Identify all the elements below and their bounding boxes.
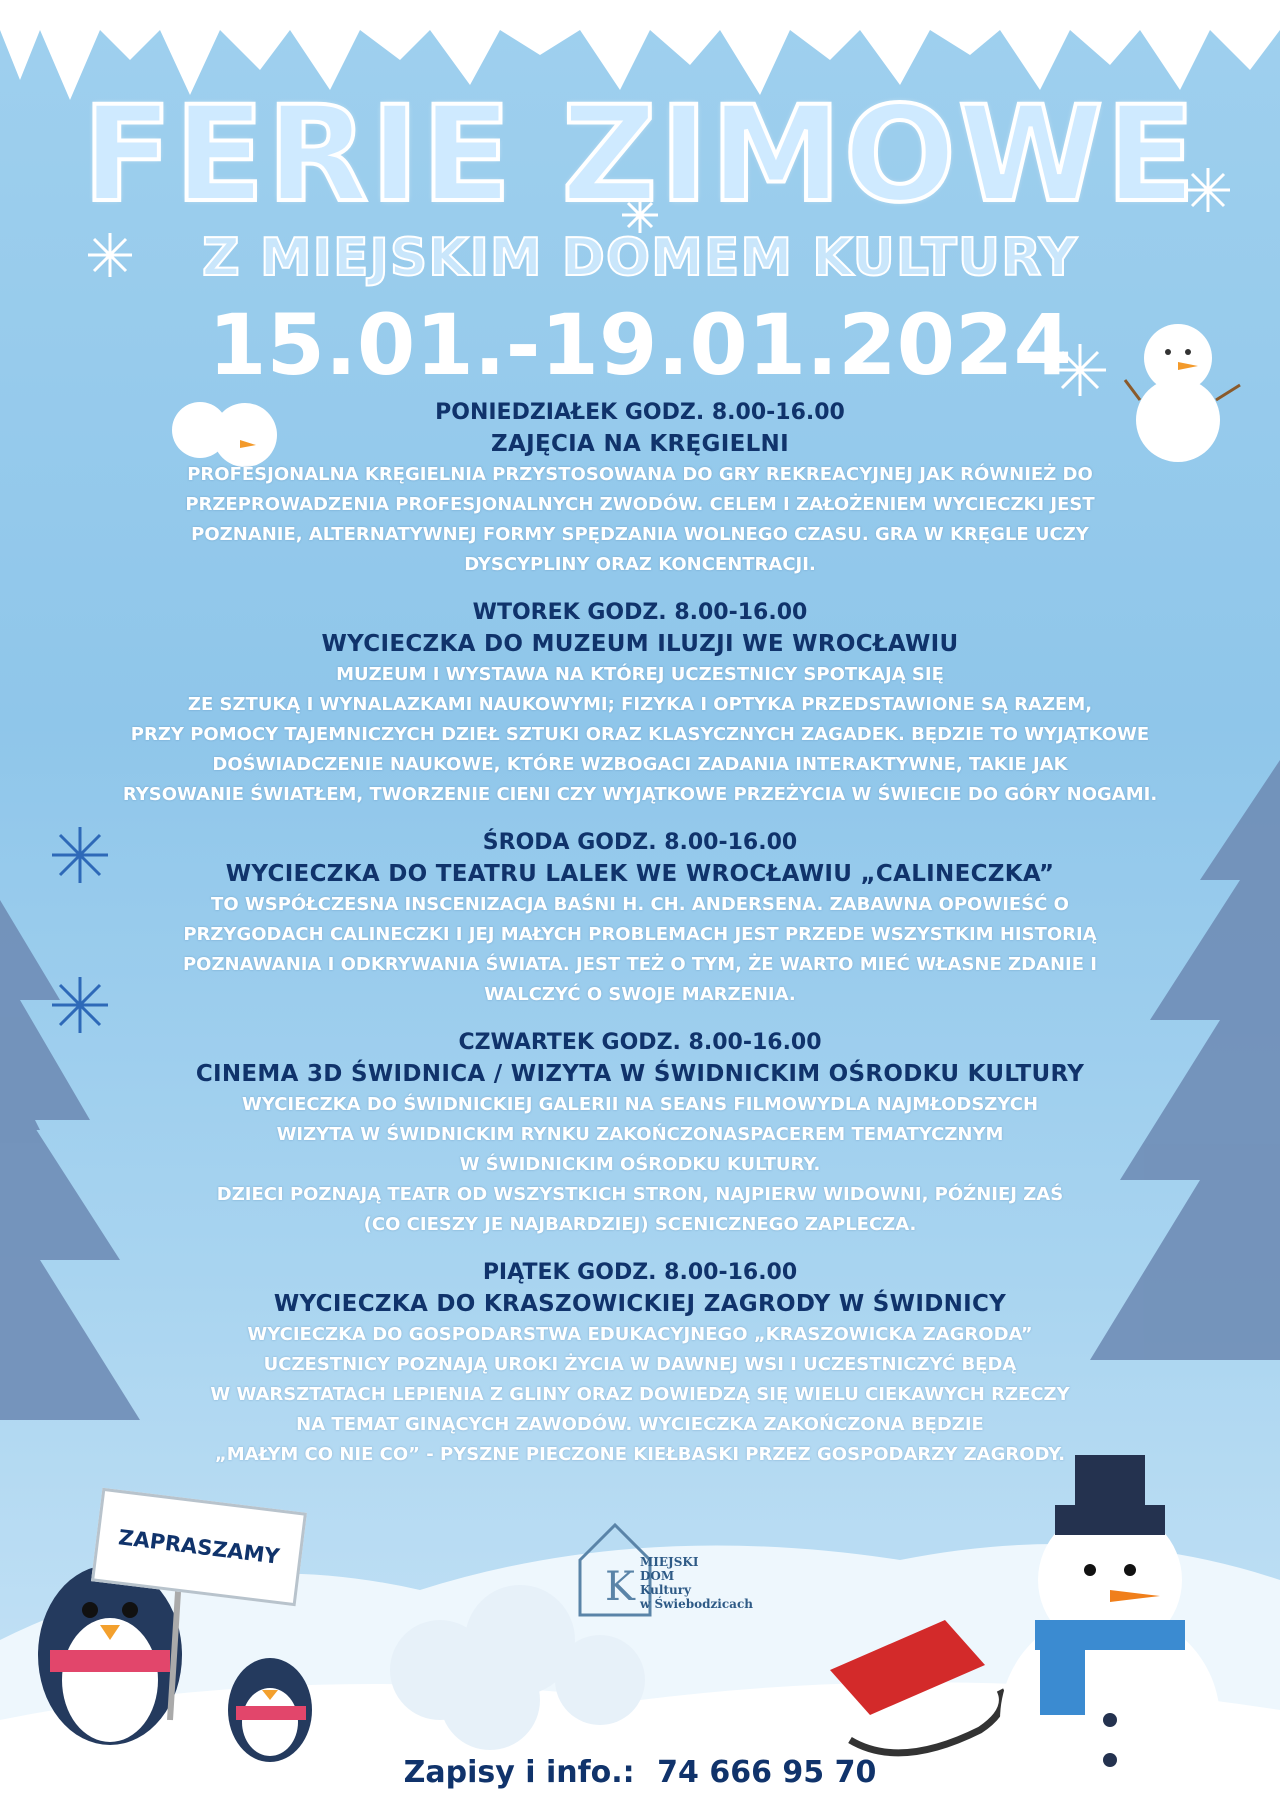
penguin-small (228, 1658, 312, 1762)
desc-line: TO WSPÓŁCZESNA INSCENIZACJA BAŚNI H. CH. ANDERSENA. ZABAWNA OPOWIEŚĆ O (211, 894, 1069, 915)
contact-footer (0, 1755, 1280, 1790)
day-description (40, 1320, 1240, 1470)
day-heading: WTOREK GODZ. 8.00-16.00 (472, 600, 808, 625)
desc-line: WYCIECZKA DO GOSPODARSTWA EDUKACYJNEGO „KRASZOWICKA ZAGRODA” (247, 1324, 1033, 1345)
day-heading: ŚRODA GODZ. 8.00-16.00 (482, 830, 798, 855)
logo-line: w Świebodzicach (640, 1597, 753, 1611)
day-description (40, 660, 1240, 810)
desc-line: POZNANIE, ALTERNATYWNEJ FORMY SPĘDZANIA WOLNEGO CZASU. GRA W KRĘGLE UCZY (191, 524, 1089, 545)
desc-line: W ŚWIDNICKIM OŚRODKU KULTURY. (459, 1154, 821, 1175)
desc-line: DOŚWIADCZENIE NAUKOWE, KTÓRE WZBOGACI ZADANIA INTERAKTYWNE, TAKIE JAK (212, 754, 1068, 775)
desc-line: ZE SZTUKĄ I WYNALAZKAMI NAUKOWYMI; FIZYKA I OPTYKA PRZEDSTAWIONE SĄ RAZEM, (187, 694, 1093, 715)
desc-line: MUZEUM I WYSTAWA NA KTÓREJ UCZESTNICY SPOTKAJĄ SIĘ (336, 664, 944, 685)
desc-line: WYCIECZKA DO ŚWIDNICKIEJ GALERII NA SEANS FILMOWYDLA NAJMŁODSZYCH (241, 1094, 1039, 1115)
day-wednesday (40, 828, 1240, 1010)
day-activity: WYCIECZKA DO MUZEUM ILUZJI WE WROCŁAWIU (321, 631, 959, 657)
day-heading: PIĄTEK GODZ. 8.00-16.00 (482, 1260, 798, 1285)
svg-text:K: K (605, 1564, 635, 1610)
desc-line: DZIECI POZNAJĄ TEATR OD WSZYSTKICH STRON, NAJPIERW WIDOWNI, PÓŹNIEJ ZAŚ (216, 1184, 1064, 1205)
day-activity: CINEMA 3D ŚWIDNICA / WIZYTA W ŚWIDNICKIM OŚRODKU KULTURY (195, 1061, 1085, 1087)
contact-label: Zapisy i info.: (403, 1755, 635, 1790)
desc-line: PRZY POMOCY TAJEMNICZYCH DZIEŁ SZTUKI ORAZ KLASYCZNYCH ZAGADEK. BĘDZIE TO WYJĄTKOWE (130, 724, 1150, 745)
day-description (40, 1090, 1240, 1240)
day-activity: ZAJĘCIA NA KRĘGIELNI (491, 431, 789, 457)
desc-line: POZNAWANIA I ODKRYWANIA ŚWIATA. JEST TEŻ O TYM, ŻE WARTO MIEĆ WŁASNE ZDANIE I (182, 954, 1097, 975)
day-activity: WYCIECZKA DO TEATRU LALEK WE WROCŁAWIU „CALINECZKA” (225, 861, 1055, 887)
schedule (40, 398, 1240, 1488)
day-heading: PONIEDZIAŁEK GODZ. 8.00-16.00 (435, 400, 845, 425)
desc-line: (CO CIESZY JE NAJBARDZIEJ) SCENICZNEGO ZAPLECZA. (363, 1214, 917, 1235)
day-monday (40, 398, 1240, 580)
logo-line: DOM (640, 1569, 675, 1583)
poster-subtitle: Z MIEJSKIM DOMEM KULTURY (202, 228, 1078, 288)
desc-line: PRZYGODACH CALINECZKI I JEJ MAŁYCH PROBLEMACH JEST PRZEDE WSZYSTKIM HISTORIĄ (183, 924, 1097, 945)
desc-line: PRZEPROWADZENIA PROFESJONALNYCH ZWODÓW. CELEM I ZAŁOŻENIEM WYCIECZKI JEST (185, 494, 1095, 515)
day-activity: WYCIECZKA DO KRASZOWICKIEJ ZAGRODY W ŚWIDNICY (273, 1291, 1007, 1317)
desc-line: W WARSZTATACH LEPIENIA Z GLINY ORAZ DOWIEDZĄ SIĘ WIELU CIEKAWYCH RZECZY (210, 1384, 1070, 1405)
desc-line: RYSOWANIE ŚWIATŁEM, TWORZENIE CIENI CZY WYJĄTKOWE PRZEŻYCIA W ŚWIECIE DO GÓRY NOGAMI. (122, 784, 1158, 805)
contact-phone: 74 666 95 70 (657, 1755, 877, 1790)
desc-line: PROFESJONALNA KRĘGIELNIA PRZYSTOSOWANA DO GRY REKREACYJNEJ JAK RÓWNIEŻ DO (187, 464, 1093, 485)
logo-line: Kultury (640, 1583, 692, 1597)
desc-line: UCZESTNICY POZNAJĄ UROKI ŻYCIA W DAWNEJ WSI I UCZESTNICZYĆ BĘDĄ (263, 1354, 1017, 1375)
day-friday (40, 1258, 1240, 1470)
poster-dates: 15.01.-19.01.2024 (208, 296, 1072, 394)
desc-line: NA TEMAT GINĄCYCH ZAWODÓW. WYCIECZKA ZAKOŃCZONA BĘDZIE (296, 1414, 984, 1435)
day-heading: CZWARTEK GODZ. 8.00-16.00 (458, 1030, 822, 1055)
desc-line: DYSCYPLINY ORAZ KONCENTRACJI. (464, 554, 816, 575)
desc-line: WALCZYĆ O SWOJE MARZENIA. (484, 984, 796, 1005)
day-tuesday (40, 598, 1240, 810)
poster-title: FERIE ZIMOWE (82, 78, 1198, 232)
invitation-sign: ZAPRASZAMY (91, 1488, 307, 1606)
logo-line: MIEJSKI (640, 1555, 699, 1569)
penguin-large (38, 1565, 182, 1745)
mdk-logo-text (640, 1555, 753, 1611)
day-thursday (40, 1028, 1240, 1240)
desc-line: „MAŁYM CO NIE CO” - PYSZNE PIECZONE KIEŁBASKI PRZEZ GOSPODARZY ZAGRODY. (214, 1444, 1066, 1465)
desc-line: WIZYTA W ŚWIDNICKIM RYNKU ZAKOŃCZONASPACEREM TEMATYCZNYM (276, 1124, 1004, 1145)
day-description (40, 460, 1240, 580)
day-description (40, 890, 1240, 1010)
